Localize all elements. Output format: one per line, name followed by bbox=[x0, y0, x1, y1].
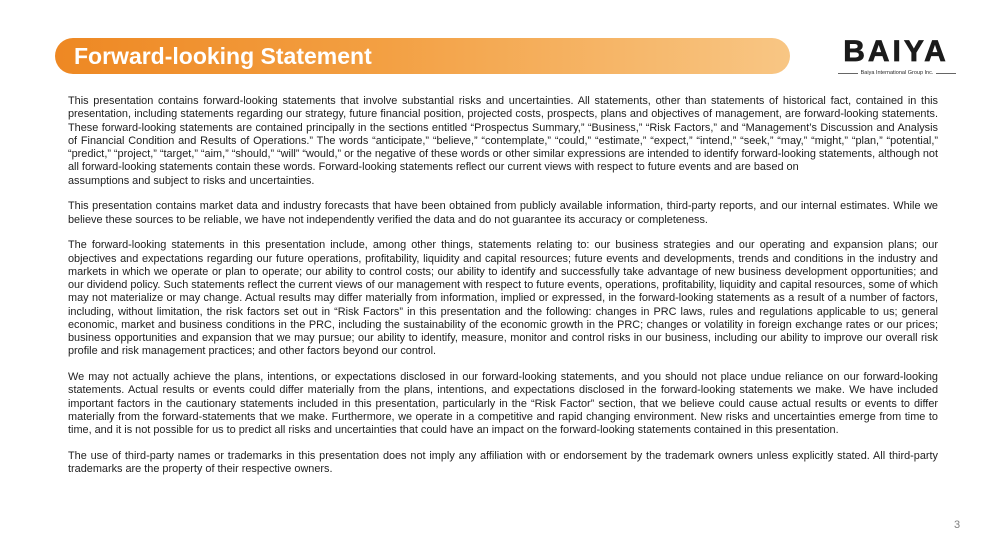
body-text bbox=[68, 95, 938, 489]
body-line: This presentation contains market data and industry forecasts that have been obtained from publicly available information, third-party reports, and our internal estimates. While we bbox=[68, 200, 938, 213]
body-line: believe these sources to be reliable, we have not independently verified the data and do not guarantee its accuracy or completeness. bbox=[68, 213, 708, 226]
body-line: may not materialize or may change. Actual results may differ materially from information, implied or expressed, in the forward-looking statements as a result of a number of factors, bbox=[68, 292, 939, 305]
body-line: including, without limitation, the risk factors set out in “Risk Factors” in this presentation and the following: changes in PRC laws, rules and regulations applicable to us; general bbox=[68, 305, 938, 318]
body-line: profile and risk management practices; and other factors beyond our control. bbox=[68, 345, 437, 358]
slide-title: Forward-looking Statement bbox=[74, 43, 372, 69]
body-line: presentation, including statements regarding our strategy, future financial position, projected costs, prospects, plans and objectives of management, are forward-looking statements. bbox=[68, 108, 938, 121]
body-line: assumptions and subject to risks and uncertainties. bbox=[68, 174, 315, 187]
logo-tagline: Baiya International Group Inc. bbox=[860, 70, 934, 76]
body-line: time, and it is not possible for us to predict all risks and uncertainties that could have an impact on the forward-looking statements contained in this presentation. bbox=[68, 424, 839, 436]
body-line: trademarks are the property of their respective owners. bbox=[68, 463, 333, 475]
body-line: We may not actually achieve the plans, intentions, or expectations disclosed in our forward-looking statements, and you should not place undue reliance on our forward-looking bbox=[68, 371, 938, 383]
body-line: economic, market and business conditions in the PRC, including the sustainability of the economic growth in the PRC; changes or volatility in foreign exchange rates or our prices; bbox=[68, 318, 938, 331]
body-line: These forward-looking statements are contained principally in the sections entitled “Prospectus Summary,” “Business,” “Risk Factors,” and “Management’s Discussion and Analysis bbox=[68, 121, 938, 134]
logo-rule bbox=[936, 73, 956, 74]
paragraph bbox=[68, 371, 938, 437]
body-line: all forward-looking statements contain these words. Forward-looking statements reflect our current views with respect to future events and are based on bbox=[68, 161, 799, 174]
body-line: of Financial Condition and Results of Operations.” The words “anticipate,” “believe,” “contemplate,” “could,” “estimate,” “expect,” “intend,” “seek,” “may,” “might,” “plan,” “potential,” bbox=[68, 134, 938, 147]
paragraph bbox=[68, 95, 938, 188]
company-logo bbox=[836, 36, 956, 78]
logo-tagline-row bbox=[838, 69, 956, 77]
body-line: objectives and expectations regarding our future operations, profitability, liquidity and capital resources; future events and developments, trends and conditions in the industry and bbox=[68, 252, 938, 265]
body-line: The forward-looking statements in this presentation include, among other things, statements relating to: our business strategies and our operating and expansion plans; our bbox=[68, 239, 938, 252]
body-line: “predict,” “project,” “target,” “aim,” “should,” “will” “would,” or the negative of these words or other similar expressions are intended to identify forward-looking statements, although not bbox=[68, 148, 938, 160]
body-line: The use of third-party names or trademarks in this presentation does not imply any affiliation with or endorsement by the trademark owners unless explicitly stated. All third-party bbox=[68, 449, 938, 462]
body-line: important factors in the cautionary statements included in this presentation, particularly in the “Risk Factor” section, that we believe could cause actual results or events to differ bbox=[68, 397, 938, 410]
paragraph bbox=[68, 200, 938, 227]
logo-rule bbox=[838, 73, 858, 74]
logo-wordmark: BAIYA bbox=[843, 35, 949, 68]
body-line: materially from the forward-statements that we make. Furthermore, we operate in a competitive and rapid changing environment. New risks and uncertainties emerge from time to bbox=[68, 410, 938, 423]
body-line: markets in which we operate or plan to operate; our ability to control costs; our ability to identify and successfully take advantage of new business development opportunities; and bbox=[68, 265, 939, 278]
title-bar bbox=[55, 38, 790, 74]
body-line: our dividend policy. Such statements reflect the current views of our management with respect to future events, operations, profitability, liquidity and capital resources, some of which bbox=[68, 279, 938, 291]
paragraph bbox=[68, 450, 938, 477]
body-line: statements. Actual results or events could differ materially from the plans, intentions, and expectations disclosed in the forward-looking statements we make. We have included bbox=[68, 384, 938, 397]
body-line: business opportunities and expansion that we may pursue; our ability to identify, measure, monitor and control risks in our business, including our ability to improve our overall risk bbox=[68, 332, 938, 344]
body-line: This presentation contains forward-looking statements that involve substantial risks and uncertainties. All statements, other than statements of historical fact, contained in this bbox=[68, 95, 938, 107]
paragraph bbox=[68, 239, 938, 358]
page-number: 3 bbox=[954, 519, 961, 531]
